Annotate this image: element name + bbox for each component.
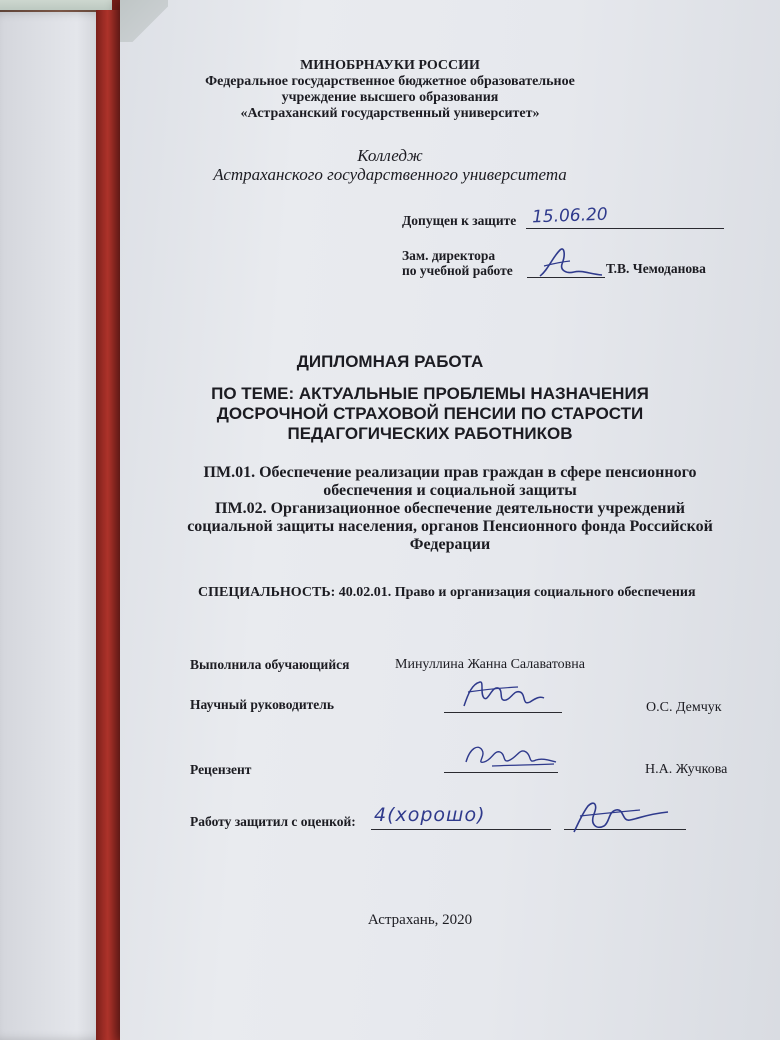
specialty-value: : 40.02.01. Право и организация социального обеспечения bbox=[330, 585, 696, 600]
deputy-name: Т.В. Чемоданова bbox=[606, 261, 706, 276]
page-corner bbox=[120, 0, 168, 42]
supervisor-label: Научный руководитель bbox=[190, 697, 334, 712]
student-label: Выполнила обучающийся bbox=[190, 657, 350, 672]
admitted-date: 15.06.20 bbox=[531, 204, 609, 228]
topic-line-2: ДОСРОЧНОЙ СТРАХОВОЙ ПЕНСИИ ПО СТАРОСТИ bbox=[216, 404, 644, 423]
university-name: «Астраханский государственный университет» bbox=[240, 106, 540, 121]
pm02-line-1: ПМ.02. Организационное обеспечение деятельности учреждений bbox=[215, 500, 685, 517]
deputy-label-line-2: по учебной работе bbox=[402, 263, 513, 278]
specialty-label: СПЕЦИАЛЬНОСТЬ bbox=[198, 585, 331, 600]
document-type: ДИПЛОМНАЯ РАБОТА bbox=[296, 352, 484, 371]
college-line-1: Колледж bbox=[357, 146, 423, 165]
ministry-line: МИНОБРНАУКИ РОССИИ bbox=[300, 58, 480, 73]
institution-header bbox=[150, 58, 630, 122]
supervisor-name: О.С. Демчук bbox=[646, 700, 722, 715]
college-line-2: Астраханского государственного университета bbox=[213, 165, 567, 184]
grade-underline bbox=[371, 829, 551, 830]
institution-line-2: учреждение высшего образования bbox=[281, 90, 499, 105]
thesis-topic bbox=[170, 384, 690, 444]
institution-line-1: Федеральное государственное бюджетное образовательное bbox=[205, 74, 575, 89]
binder-spine bbox=[96, 10, 122, 1040]
pm02-line-2: социальной защиты населения, органов Пенсионного фонда Российской bbox=[187, 518, 713, 535]
pm01-line-1: ПМ.01. Обеспечение реализации прав граждан в сфере пенсионного bbox=[203, 464, 697, 481]
supervisor-signature bbox=[458, 676, 548, 716]
reviewer-signature bbox=[462, 738, 558, 774]
pm01-line-2: обеспечения и социальной защиты bbox=[323, 482, 577, 499]
specialty-line bbox=[198, 585, 696, 601]
admitted-label: Допущен к защите bbox=[402, 213, 517, 228]
topic-line-1: ПО ТЕМЕ: АКТУАЛЬНЫЕ ПРОБЛЕМЫ НАЗНАЧЕНИЯ bbox=[211, 384, 649, 403]
pm02-line-3: Федерации bbox=[409, 536, 491, 553]
deputy-label-line-1: Зам. директора bbox=[402, 248, 496, 263]
reviewer-name: Н.А. Жучкова bbox=[645, 762, 728, 777]
professional-modules bbox=[150, 464, 750, 554]
left-page bbox=[0, 12, 110, 1040]
deputy-signature bbox=[530, 244, 610, 282]
reviewer-label: Рецензент bbox=[190, 762, 252, 777]
admitted-underline bbox=[526, 228, 724, 229]
college-block bbox=[150, 146, 630, 184]
defense-grade: 4(хорошо) bbox=[374, 804, 486, 826]
student-name: Минуллина Жанна Салаватовна bbox=[395, 657, 585, 672]
city-year: Астрахань, 2020 bbox=[367, 912, 473, 928]
topic-line-3: ПЕДАГОГИЧЕСКИХ РАБОТНИКОВ bbox=[287, 424, 573, 443]
defense-signature bbox=[568, 796, 678, 840]
defense-label: Работу защитил с оценкой: bbox=[190, 814, 356, 829]
